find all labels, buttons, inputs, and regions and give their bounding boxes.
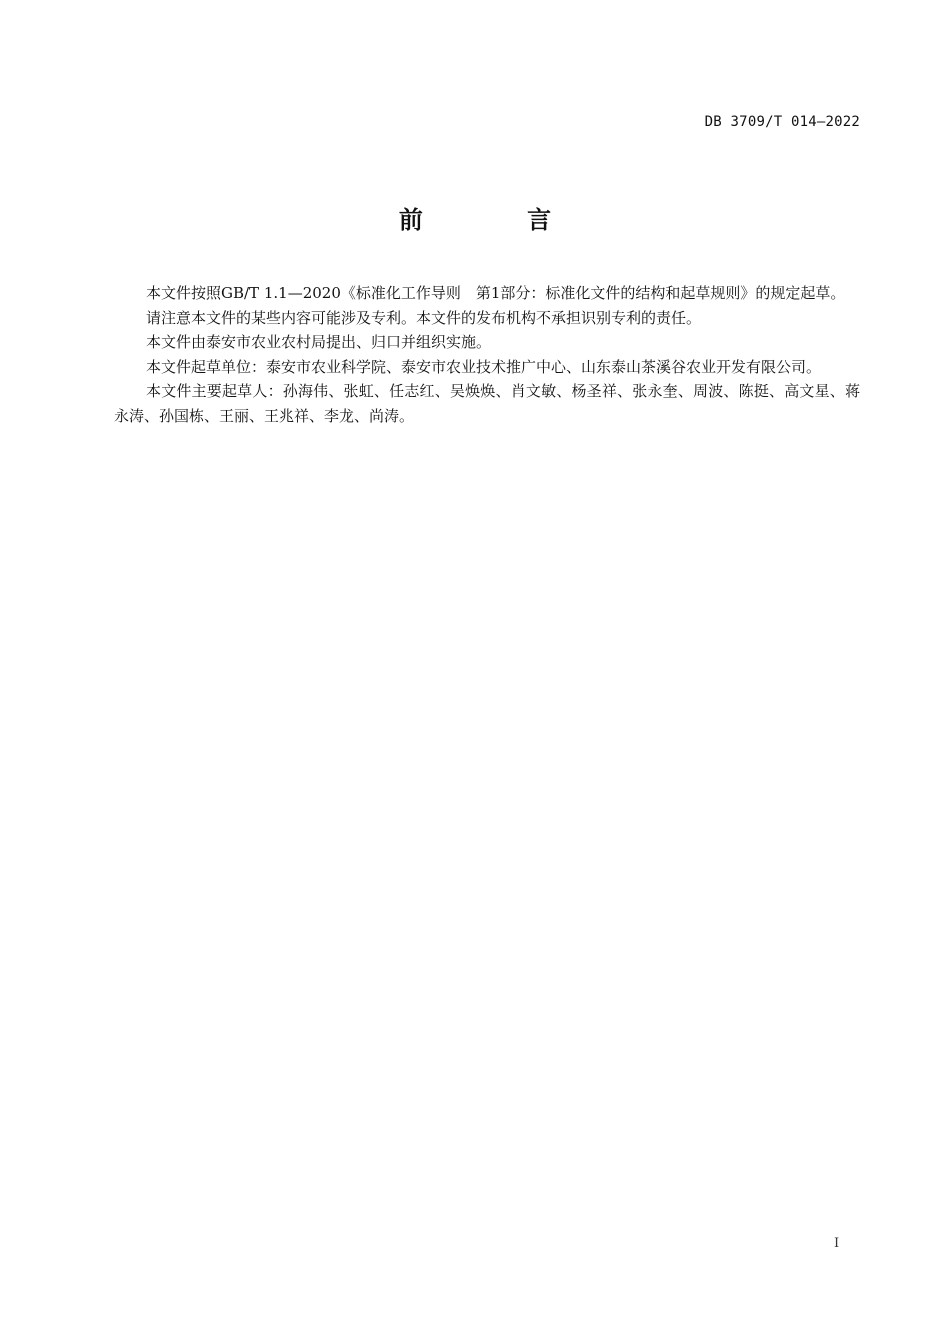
paragraph-drafting-units: 本文件起草单位：泰安市农业科学院、泰安市农业技术推广中心、山东泰山茶溪谷农业开发有限公司。 — [146, 357, 822, 376]
paragraph-drafting-basis: 本文件按照GB/T 1.1—2020《标准化工作导则 第1部分：标准化文件的结构和起草规则》的规定起草。 — [146, 284, 846, 302]
paragraph-drafters: 本文件主要起草人：孙海伟、张虹、任志红、吴焕焕、肖文敏、杨圣祥、张永奎、周波、陈挺、高文星、蒋永涛、孙国栋、王丽、王兆祥、李龙、尚涛。 — [114, 382, 860, 425]
page-title: 前 言 — [398, 206, 600, 234]
document-code: DB 3709/T 014—2022 — [704, 114, 860, 130]
page-number: I — [834, 1236, 840, 1251]
paragraph-proposer: 本文件由泰安市农业农村局提出、归口并组织实施。 — [146, 333, 492, 351]
foreword-body — [114, 281, 860, 428]
paragraph-patent-notice: 请注意本文件的某些内容可能涉及专利。本文件的发布机构不承担识别专利的责任。 — [146, 308, 702, 327]
